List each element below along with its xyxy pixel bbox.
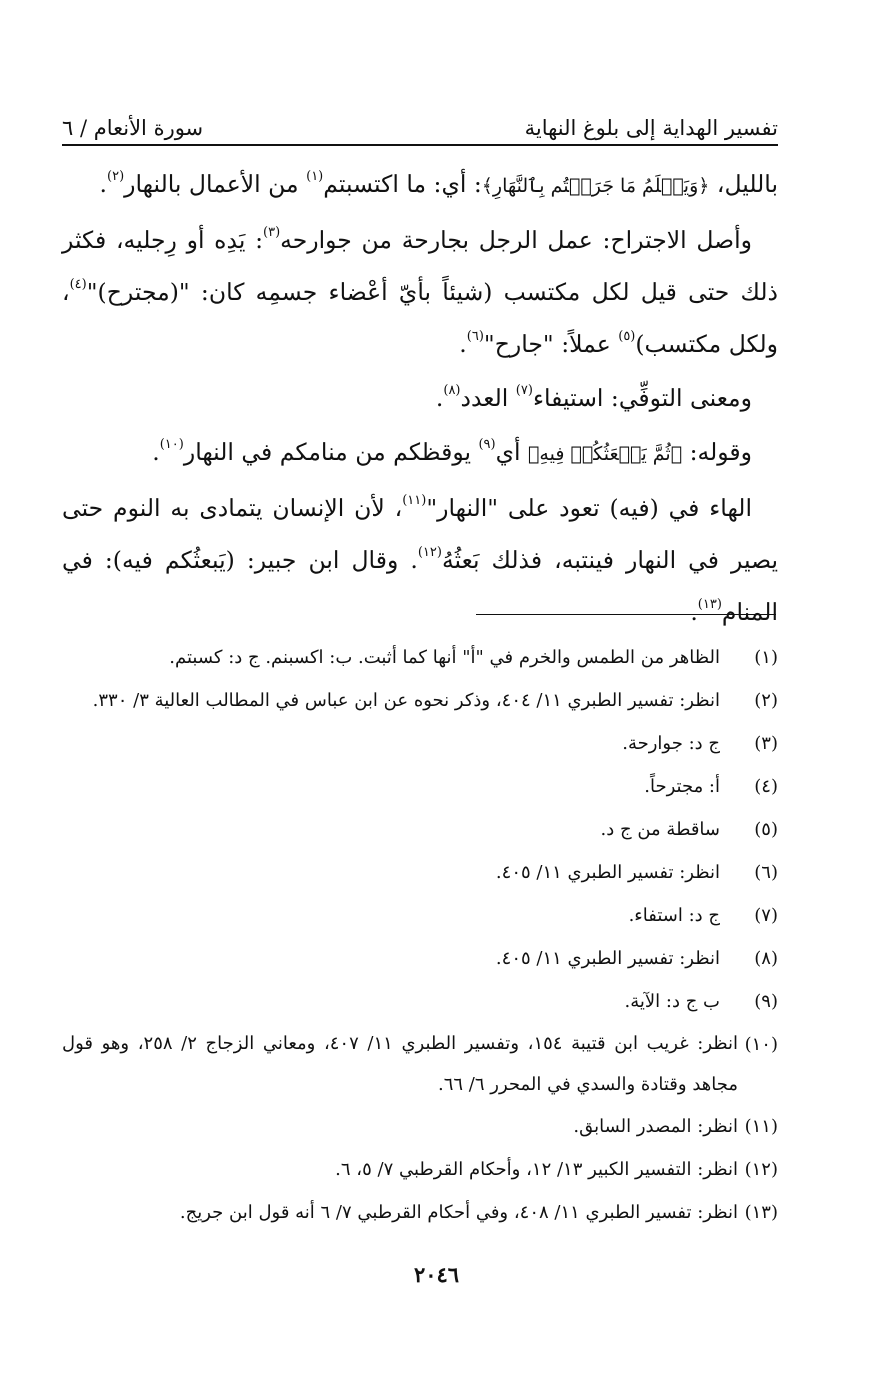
- footnote-item: [62, 1023, 778, 1105]
- quran-verse: ﴿ثُمَّ يَبۡعَثُكُمۡ فِيهِ﴾: [528, 443, 683, 465]
- footnote-number: (٢): [754, 690, 778, 711]
- footnote-text: انظر: تفسير الطبري ١١/ ٤٠٨، وفي أحكام القرطبي ٧/ ٦ أنه قول ابن جريج.: [179, 1202, 738, 1223]
- footnote-ref: (٢): [107, 169, 125, 184]
- footnote-number: (٧): [754, 905, 778, 926]
- footnote-number: (٨): [754, 948, 778, 969]
- paragraph-2: وأصل الاجتراح: عمل الرجل بجارحة من جوارحه$^{(٣)}$: يَدِه أو رِجليه، فكثر ذلك حتى قيل لكل مكتسب (شيئاً بأيّ أعْضاء جسمِه كان: "(مجترح)"$^{(٤)}$، ولكل مكتسب)$^{(٥)}$ عملاً: "جارح"$^{(٦)}$.: [62, 225, 778, 358]
- quran-verse: ﴿وَيَعۡلَمُ مَا جَرَحۡتُم بِٱلنَّهَارِ﴾: [481, 175, 710, 197]
- footnotes: [62, 636, 778, 1234]
- footnote-item: [62, 1105, 778, 1148]
- footnote-item: [62, 1191, 778, 1234]
- footnote-text: انظر: المصدر السابق.: [573, 1116, 738, 1137]
- footnote-text: ج د: جوارحة.: [622, 733, 720, 754]
- footnote-text: انظر: تفسير الطبري ١١/ ٤٠٥.: [495, 948, 720, 969]
- page-number: ٢٠٤٦: [413, 1262, 460, 1287]
- footnote-text: انظر: غريب ابن قتيبة ١٥٤، وتفسير الطبري ١١/ ٤٠٧، ومعاني الزجاج ٢/ ٢٥٨، وهو قول مجاهد وقتادة والسدي في المحرر ٦/ ٦٦.: [62, 1033, 739, 1095]
- footnote-ref: (٤): [69, 277, 87, 292]
- footnote-number: (١): [754, 647, 778, 668]
- paragraph-5: الهاء في (فيه) تعود على "النهار"$^{(١١)}$، لأن الإنسان يتمادى به النوم حتى يصير في النهار فينتبه، فذلك بَعثُهُ$^{(١٢)}$. وقال ابن جبير: (يَبعثُكم فيه): في المنام$^{(١٣)}$.: [62, 493, 778, 626]
- footnote-ref: (١٠): [159, 437, 184, 452]
- footnote-number: (٥): [754, 819, 778, 840]
- paragraph-3: ومعنى التوفِّي: استيفاء$^{(٧)}$ العدد$^{(٨)}$.: [435, 383, 752, 412]
- footnote-text: انظر: تفسير الطبري ١١/ ٤٠٤، وذكر نحوه عن ابن عباس في المطالب العالية ٣/ ٣٣٠.: [92, 690, 720, 711]
- footnote-number: (١٢): [744, 1159, 778, 1180]
- footnote-text: الظاهر من الطمس والخرم في "أ" أنها كما أثبت. ب: اكسبنم. ج د: كسبتم.: [169, 647, 720, 668]
- footnote-item: [62, 937, 778, 980]
- footnote-number: (١٣): [744, 1202, 778, 1223]
- footnote-item: [62, 722, 778, 765]
- footnote-text: ج د: استفاء.: [628, 905, 720, 926]
- footnote-ref: (١١): [402, 493, 427, 508]
- footnote-number: (١٠): [744, 1034, 778, 1055]
- footnote-ref: (١٣): [697, 597, 722, 612]
- footnote-text: انظر: التفسير الكبير ١٣/ ١٢، وأحكام القرطبي ٧/ ٥، ٦.: [335, 1159, 738, 1180]
- surah-page-label: سورة الأنعام / ٦: [62, 116, 204, 140]
- footnote-number: (١١): [744, 1116, 778, 1137]
- footnote-ref: (١٢): [417, 545, 442, 560]
- book-title: تفسير الهداية إلى بلوغ النهاية: [524, 116, 778, 140]
- footnote-item: [62, 980, 778, 1023]
- footnote-ref: (٣): [263, 225, 281, 240]
- footnote-item: [62, 765, 778, 808]
- footnote-text: ب ج د: الآية.: [624, 991, 720, 1012]
- footnote-number: (٩): [754, 991, 778, 1012]
- running-header: [62, 104, 778, 140]
- footnote-item: [62, 679, 778, 722]
- footnote-number: (٤): [754, 776, 778, 797]
- paragraph-1: بالليل، ﴿وَيَعۡلَمُ مَا جَرَحۡتُم بِٱلنَّهَارِ﴾: أي: ما اكتسبتم$^{(١)}$ من الأعمال بالنهار$^{(٢)}$.: [99, 169, 778, 198]
- footnote-ref: (٩): [478, 437, 496, 452]
- footnote-item: [62, 636, 778, 679]
- footnote-separator: [476, 614, 776, 615]
- footnote-ref: (٧): [515, 383, 533, 398]
- footnote-ref: (١): [306, 169, 324, 184]
- footnote-item: [62, 808, 778, 851]
- footnote-item: [62, 1148, 778, 1191]
- footnote-ref: (٥): [618, 329, 636, 344]
- footnote-ref: (٦): [466, 329, 484, 344]
- footnote-number: (٣): [754, 733, 778, 754]
- footnote-number: (٦): [754, 862, 778, 883]
- footnote-item: [62, 894, 778, 937]
- footnote-ref: (٨): [443, 383, 461, 398]
- footnote-text: أ: مجترحاً.: [644, 776, 720, 797]
- footnote-text: ساقطة من ج د.: [600, 819, 720, 840]
- paragraph-4: وقوله: ﴿ثُمَّ يَبۡعَثُكُمۡ فِيهِ﴾ أي$^{(٩)}$ يوقظكم من منامكم في النهار$^{(١٠)}$.: [152, 437, 752, 466]
- header-rule: [62, 144, 778, 146]
- footnote-text: انظر: تفسير الطبري ١١/ ٤٠٥.: [495, 862, 720, 883]
- main-text: [62, 158, 778, 638]
- footnote-item: [62, 851, 778, 894]
